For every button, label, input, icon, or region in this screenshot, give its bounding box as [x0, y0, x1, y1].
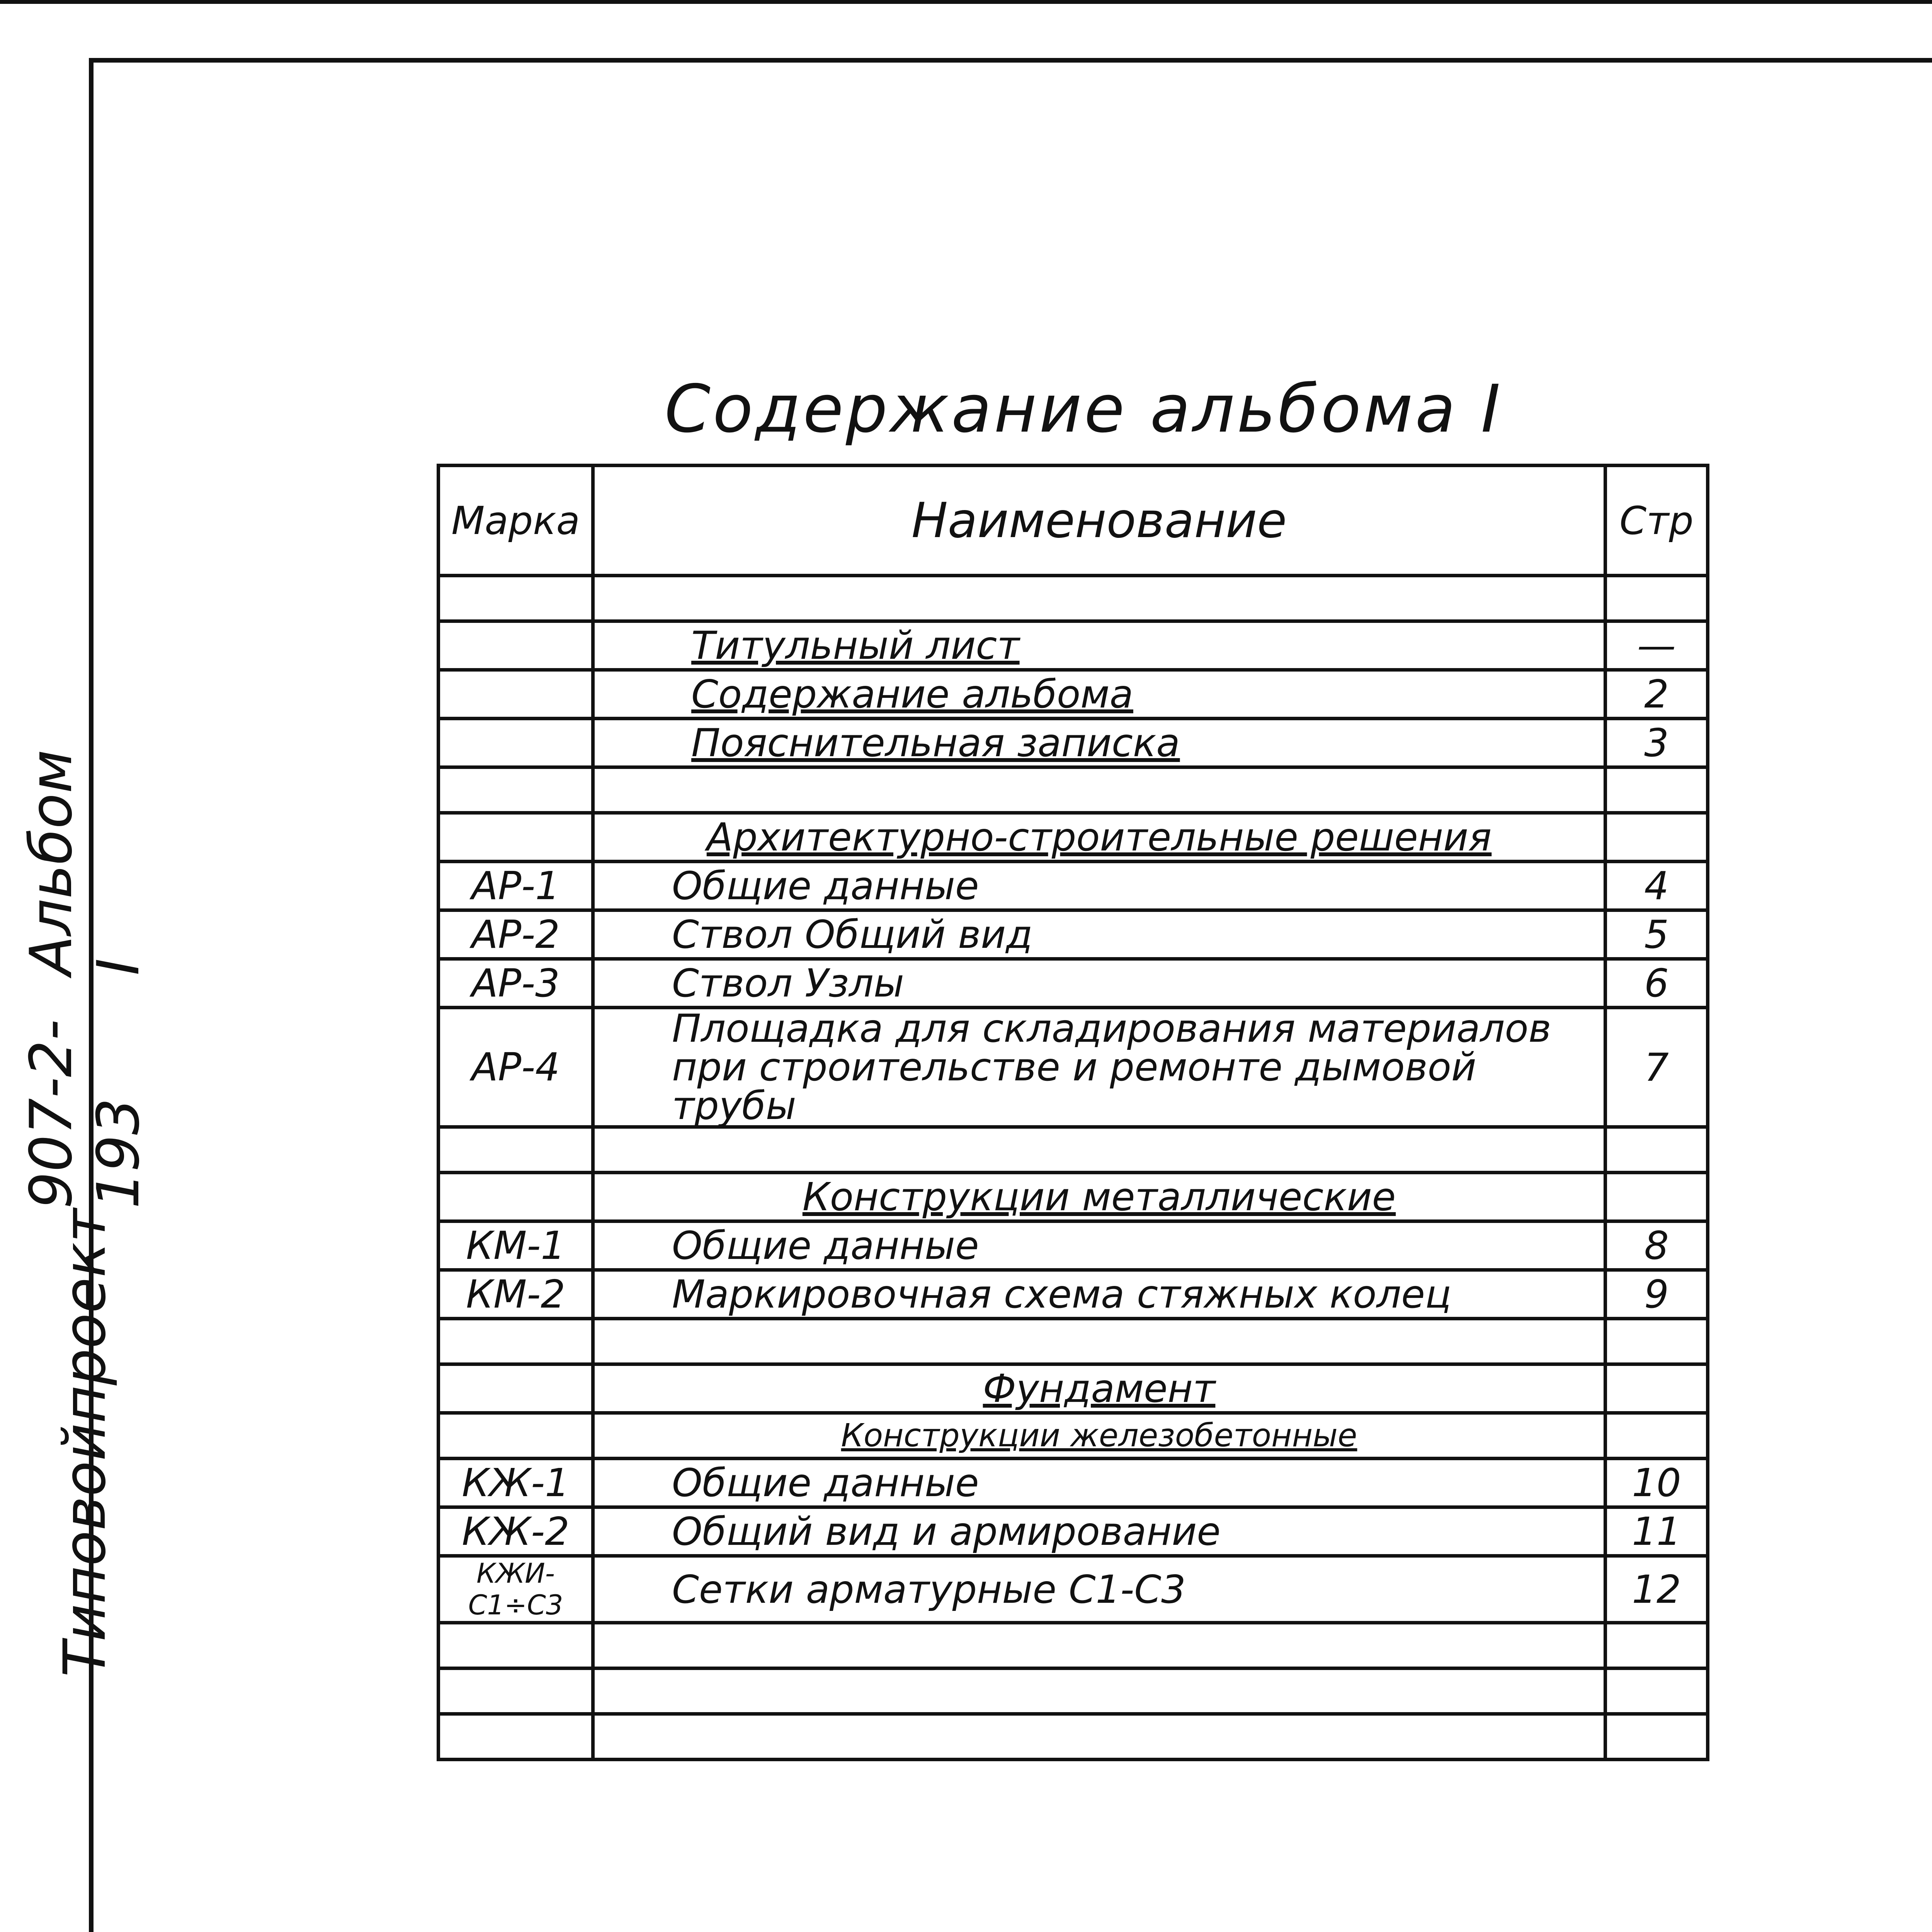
table-row — [439, 1173, 1708, 1221]
row-name — [593, 1127, 1605, 1173]
row-page — [1605, 1413, 1708, 1459]
row-mark — [439, 1714, 593, 1760]
row-name — [593, 1714, 1605, 1760]
row-name — [593, 576, 1605, 621]
table-row — [439, 1556, 1708, 1623]
row-page: 2 — [1605, 670, 1708, 719]
row-mark — [439, 719, 593, 767]
row-page — [1605, 1668, 1708, 1714]
row-mark — [439, 767, 593, 813]
table-row — [439, 1221, 1708, 1270]
row-name — [593, 1623, 1605, 1668]
side-title-part: Альбом I — [18, 750, 152, 976]
album-heading: Содержание альбома I — [665, 371, 1503, 447]
contents-table — [437, 464, 1709, 1761]
row-page — [1605, 1714, 1708, 1760]
row-page: 11 — [1605, 1507, 1708, 1556]
row-mark — [439, 1364, 593, 1413]
row-page: — — [1605, 621, 1708, 670]
row-name: Пояснительная записка — [593, 719, 1605, 767]
row-name: Конструкции железобетонные — [593, 1413, 1605, 1459]
table-row — [439, 1127, 1708, 1173]
table-row — [439, 1623, 1708, 1668]
row-name: Общие данные — [593, 1459, 1605, 1507]
table-row — [439, 910, 1708, 959]
row-page: 6 — [1605, 959, 1708, 1008]
side-title — [18, 750, 152, 1677]
row-mark — [439, 621, 593, 670]
table-row — [439, 1714, 1708, 1760]
row-page: 12 — [1605, 1556, 1708, 1623]
row-name: Конструкции металлические — [593, 1173, 1605, 1221]
side-title-part: Типовой — [51, 1423, 119, 1677]
row-mark: КЖ-1 — [439, 1459, 593, 1507]
row-page: 3 — [1605, 719, 1708, 767]
table-row — [439, 862, 1708, 910]
row-page — [1605, 1319, 1708, 1364]
row-name: Титульный лист — [593, 621, 1605, 670]
row-mark — [439, 813, 593, 862]
row-mark — [439, 1319, 593, 1364]
row-page: 9 — [1605, 1270, 1708, 1319]
row-name: Общий вид и армирование — [593, 1507, 1605, 1556]
row-mark: АР-2 — [439, 910, 593, 959]
row-name: Ствол Узлы — [593, 959, 1605, 1008]
row-mark — [439, 1623, 593, 1668]
row-name: Площадка для складирования материалов при строительстве и ремонте дымовой трубы — [593, 1008, 1605, 1127]
row-page — [1605, 1173, 1708, 1221]
row-mark: КМ-1 — [439, 1221, 593, 1270]
table-row — [439, 1507, 1708, 1556]
row-mark: АР-3 — [439, 959, 593, 1008]
table-row — [439, 1668, 1708, 1714]
header-page: Стр — [1605, 466, 1708, 576]
table-row — [439, 767, 1708, 813]
row-page: 10 — [1605, 1459, 1708, 1507]
row-page — [1605, 1623, 1708, 1668]
table-row — [439, 1364, 1708, 1413]
row-page — [1605, 576, 1708, 621]
side-title-part: проект — [51, 1209, 119, 1423]
table-row — [439, 1413, 1708, 1459]
table-row — [439, 670, 1708, 719]
row-mark — [439, 1173, 593, 1221]
table-row — [439, 719, 1708, 767]
table-row — [439, 1270, 1708, 1319]
row-page: 4 — [1605, 862, 1708, 910]
row-mark — [439, 670, 593, 719]
row-page: 7 — [1605, 1008, 1708, 1127]
row-name: Ствол Общий вид — [593, 910, 1605, 959]
row-name: Общие данные — [593, 1221, 1605, 1270]
row-page — [1605, 813, 1708, 862]
table-row — [439, 1008, 1708, 1127]
row-page — [1605, 1127, 1708, 1173]
header-name: Наименование — [593, 466, 1605, 576]
row-name: Содержание альбома — [593, 670, 1605, 719]
row-mark: КМ-2 — [439, 1270, 593, 1319]
table-row — [439, 621, 1708, 670]
row-page — [1605, 767, 1708, 813]
row-name: Сетки арматурные С1-С3 — [593, 1556, 1605, 1623]
row-name: Общие данные — [593, 862, 1605, 910]
header-mark: Марка — [439, 466, 593, 576]
row-page — [1605, 1364, 1708, 1413]
side-title-part: 907-2-193 — [18, 1019, 152, 1209]
row-name — [593, 1668, 1605, 1714]
table-row — [439, 959, 1708, 1008]
row-page: 5 — [1605, 910, 1708, 959]
table-row — [439, 576, 1708, 621]
row-name: Маркировочная схема стяжных колец — [593, 1270, 1605, 1319]
row-mark: КЖ-2 — [439, 1507, 593, 1556]
row-name — [593, 1319, 1605, 1364]
row-mark: АР-4 — [439, 1008, 593, 1127]
row-name: Фундамент — [593, 1364, 1605, 1413]
row-mark — [439, 1413, 593, 1459]
row-name — [593, 767, 1605, 813]
row-page: 8 — [1605, 1221, 1708, 1270]
table-header-row — [439, 466, 1708, 576]
table-row — [439, 1319, 1708, 1364]
top-border-line — [0, 0, 1932, 4]
row-mark: КЖИ-С1÷С3 — [439, 1556, 593, 1623]
row-mark — [439, 1668, 593, 1714]
row-name: Архитектурно-строительные решения — [593, 813, 1605, 862]
row-mark — [439, 576, 593, 621]
row-mark — [439, 1127, 593, 1173]
table-row — [439, 813, 1708, 862]
table-row — [439, 1459, 1708, 1507]
row-mark: АР-1 — [439, 862, 593, 910]
